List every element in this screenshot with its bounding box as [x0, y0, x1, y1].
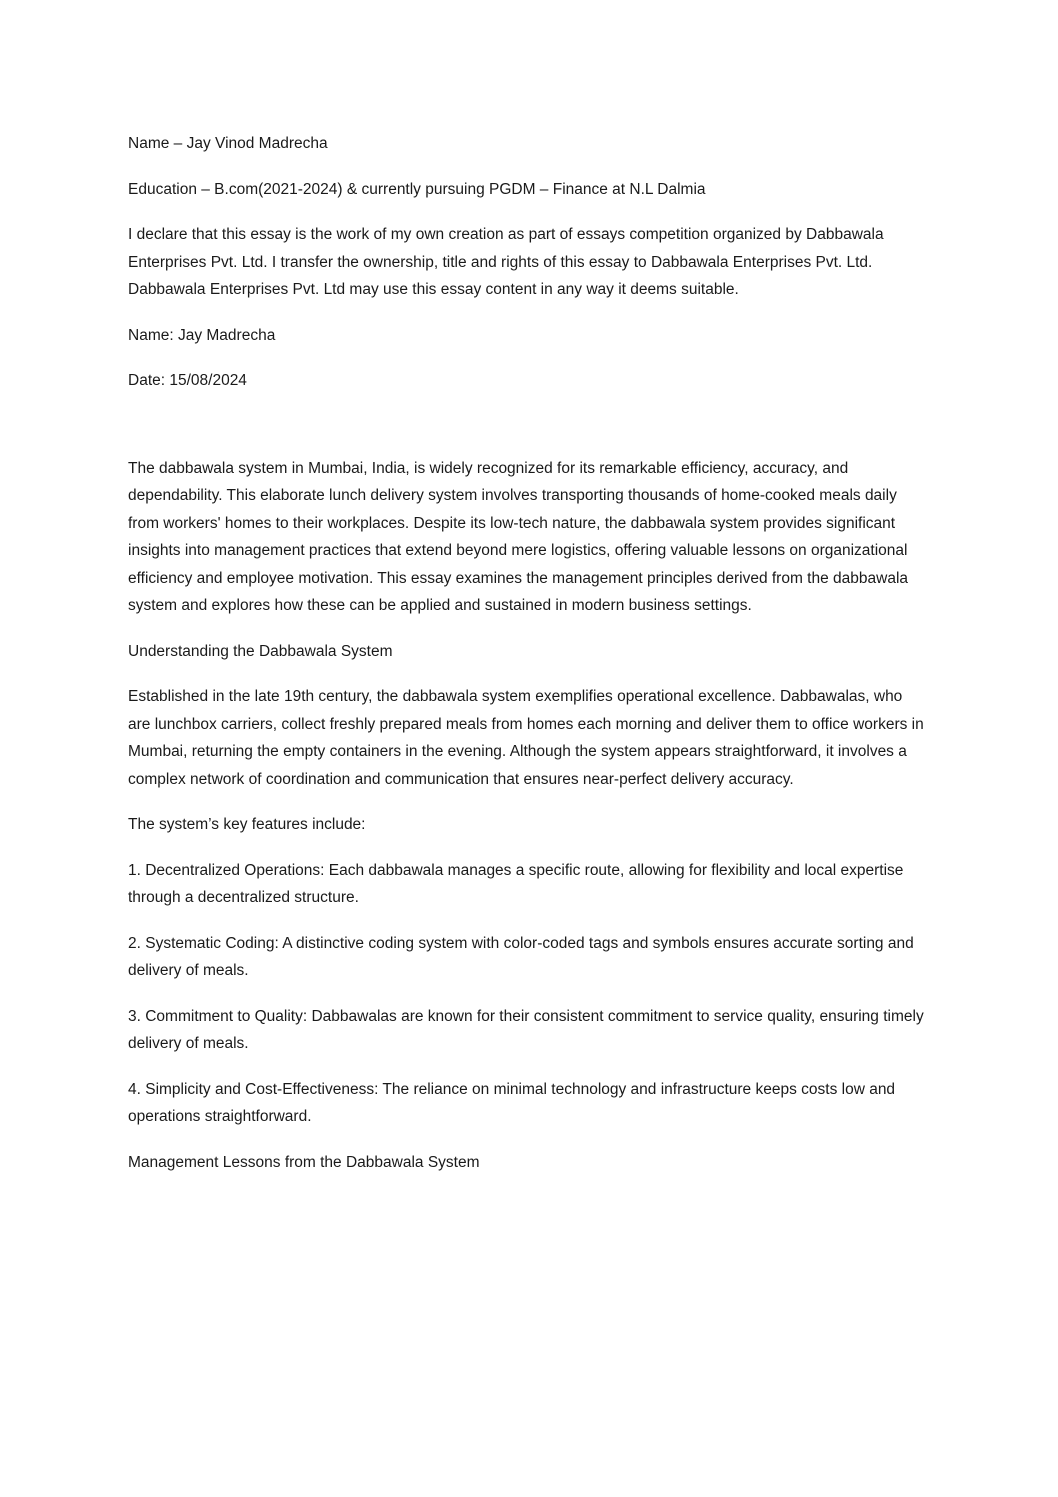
declaration-date: Date: 15/08/2024: [128, 372, 247, 389]
feature-item: 3. Commitment to Quality: Dabbawalas are known for their consistent commitment to service quality, ensuring timely delivery of meals.: [128, 1007, 924, 1052]
feature-item: 2. Systematic Coding: A distinctive coding system with color-coded tags and symbols ensures accurate sorting and delivery of meals.: [128, 934, 914, 979]
section-body-understanding: Established in the late 19th century, the dabbawala system exemplifies operational excellence. Dabbawalas, who are lunchbox carriers, collect freshly prepared meals from homes each morning and deliver them to office workers in Mumbai, returning the empty containers in the evening. Although the system appears straightforward, it involves a complex network of coordination and communication that ensures near-perfect delivery accuracy.: [128, 688, 924, 788]
section-heading-understanding: Understanding the Dabbawala System: [128, 642, 393, 660]
features-intro: The system’s key features include:: [128, 816, 366, 833]
essay-intro-paragraph: The dabbawala system in Mumbai, India, is widely recognized for its remarkable efficiency, accuracy, and dependability. This elaborate lunch delivery system involves transporting thousands of home-cooked meals daily from workers' homes to their workplaces. Despite its low-tech nature, the dabbawala system provides significant insights into management practices that extend beyond mere logistics, offering valuable lessons on organizational efficiency and employee motivation. This essay examines the management principles derived from the dabbawala system and explores how these can be applied and sustained in modern business settings.: [128, 459, 909, 614]
section-spacer: [128, 413, 928, 455]
feature-item: 4. Simplicity and Cost-Effectiveness: The reliance on minimal technology and infrastructure keeps costs low and operations straightforward.: [128, 1080, 896, 1125]
education-line: Education – B.com(2021-2024) & currently pursuing PGDM – Finance at N.L Dalmia: [128, 180, 706, 198]
author-name-line: Name – Jay Vinod Madrecha: [128, 135, 328, 152]
declaration-paragraph: I declare that this essay is the work of my own creation as part of essays competition organized by Dabbawala Enterprises Pvt. Ltd. I transfer the ownership, title and rights of this essay to Dabbawala Enterprises Pvt. Ltd. Dabbawala Enterprises Pvt. Ltd may use this essay content in any way it deems suitable.: [128, 226, 884, 298]
document-content: [128, 130, 928, 1194]
feature-item: 1. Decentralized Operations: Each dabbawala manages a specific route, allowing for flexibility and local expertise through a decentralized structure.: [128, 861, 904, 906]
section-heading-lessons: Management Lessons from the Dabbawala System: [128, 1153, 480, 1171]
signature-name: Name: Jay Madrecha: [128, 326, 276, 344]
